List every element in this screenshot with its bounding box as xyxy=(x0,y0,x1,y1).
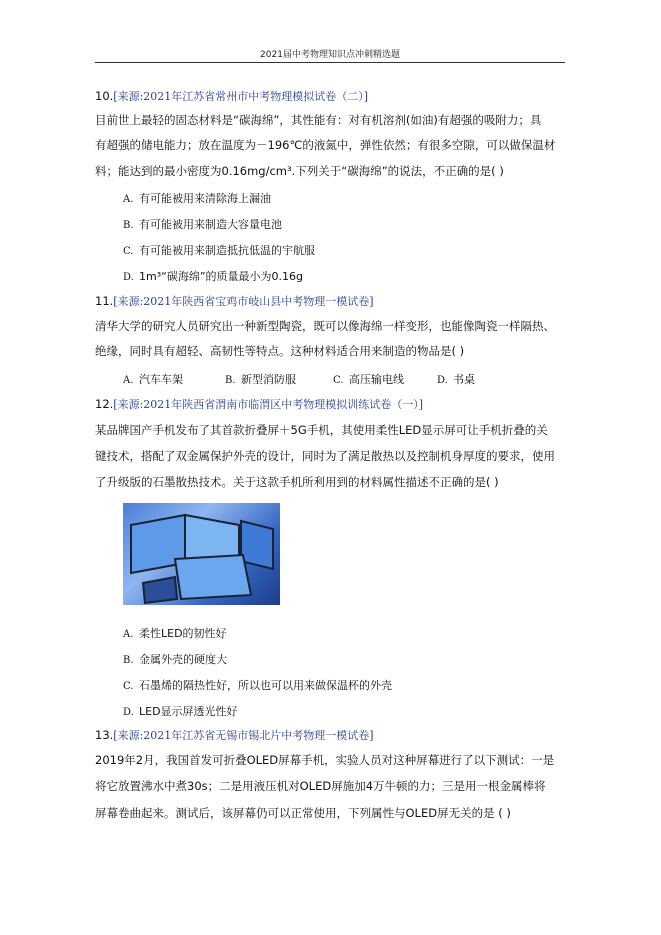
q10-number: 10. xyxy=(95,89,114,103)
q12-line-2: 键技术，搭配了双金属保护外壳的设计，同时为了满足散热以及控制机身厚度的要求，使用 xyxy=(95,449,555,463)
q12-heading xyxy=(95,396,423,412)
q12-source: [来源:2021年陕西省渭南市临渭区中考物理模拟训练试卷（一）] xyxy=(113,398,424,411)
q12-number: 12. xyxy=(95,397,114,411)
q12-line-1: 某品牌国产手机发布了其首款折叠屏＋5G手机，其使用柔性LED显示屏可让手机折叠的关 xyxy=(95,423,548,437)
q12-option-a: A. 柔性LED的韧性好 xyxy=(123,627,227,640)
q13-number: 13. xyxy=(95,728,114,742)
q10-line-3: 料；能达到的最小密度为0.16mg/cm³.下列关于“碳海绵”的说法，不正确的是( ) xyxy=(95,164,504,178)
q10-heading xyxy=(95,88,368,104)
q10-line-2: 有超强的储电能力；放在温度为－196℃的液氮中，弹性依然；有很多空隙，可以做保温材 xyxy=(95,138,556,152)
q11-option-c: C. 高压输电线 xyxy=(333,373,404,386)
q12-option-d: D. LED显示屏透光性好 xyxy=(123,705,238,718)
q11-option-b: B. 新型消防服 xyxy=(225,373,296,386)
header-rule xyxy=(95,62,565,63)
q13-heading xyxy=(95,727,374,743)
q12-line-3: 了升级版的石墨散热技术。关于这款手机所利用到的材料属性描述不正确的是( ) xyxy=(95,475,499,489)
q10-source: [来源:2021年江苏省常州市中考物理模拟试卷（二）] xyxy=(113,90,369,103)
q10-option-a: A. 有可能被用来清除海上漏油 xyxy=(123,192,271,205)
q13-line-3: 屏幕卷曲起来。测试后，该屏幕仍可以正常使用，下列属性与OLED屏无关的是 ( ) xyxy=(95,806,511,820)
q11-line-1: 清华大学的研究人员研究出一种新型陶瓷，既可以像海绵一样变形，也能像陶瓷一样隔热、 xyxy=(95,319,555,333)
q13-line-2: 将它放置沸水中煮30s；二是用液压机对OLED屏施加4万牛顿的力；三是用一根金属棒将 xyxy=(95,779,546,793)
q12-option-c: C. 石墨烯的隔热性好，所以也可以用来做保温杯的外壳 xyxy=(123,679,392,692)
foldable-phone-image xyxy=(123,503,280,605)
page-header-title: 2021届中考物理知识点冲刺精选题 xyxy=(260,50,400,60)
q13-line-1: 2019年2月，我国首发可折叠OLED屏幕手机，实验人员对这种屏幕进行了以下测试：一是 xyxy=(95,753,555,767)
q11-line-2: 绝缘，同时具有超轻、高韧性等特点。这种材料适合用来制造的物品是( ) xyxy=(95,344,465,358)
q11-source: [来源:2021年陕西省宝鸡市岐山县中考物理一模试卷] xyxy=(113,295,374,308)
q11-number: 11. xyxy=(95,294,114,308)
q10-option-b: B. 有可能被用来制造大容量电池 xyxy=(123,218,282,231)
q10-line-1: 目前世上最轻的固态材料是“碳海绵”，其性能有：对有机溶剂(如油)有超强的吸附力；具 xyxy=(95,113,542,127)
foldable-phone-illustration xyxy=(123,503,280,605)
q12-option-b: B. 金属外壳的硬度大 xyxy=(123,653,227,666)
q10-option-d: D. 1m³“碳海绵”的质量最小为0.16g xyxy=(123,270,303,283)
q11-heading xyxy=(95,293,374,309)
q11-option-a: A. 汽车车架 xyxy=(123,373,183,386)
q11-option-d: D. 书桌 xyxy=(437,373,475,386)
q13-source: [来源:2021年江苏省无锡市锡北片中考物理一模试卷] xyxy=(113,729,374,742)
q10-option-c: C. 有可能被用来制造抵抗低温的宇航服 xyxy=(123,244,315,257)
